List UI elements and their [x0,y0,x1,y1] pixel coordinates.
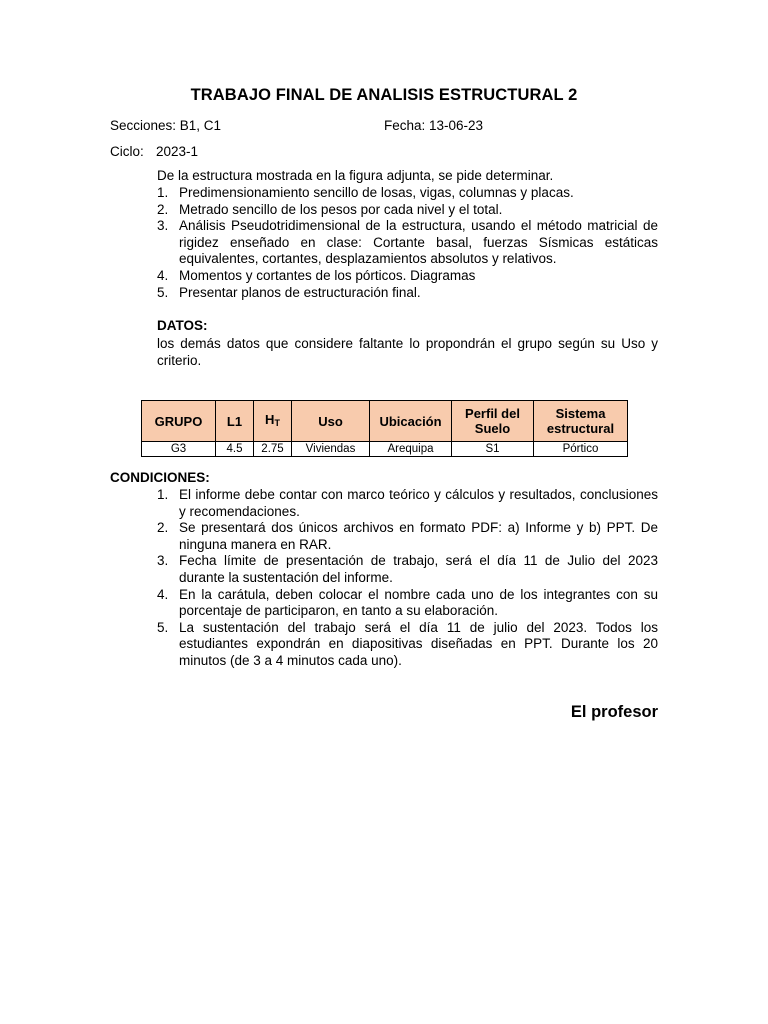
task-item [157,202,658,219]
condiciones-list [157,487,658,670]
signature-text: El profesor [570,703,658,721]
header-l1: L1 [216,401,254,442]
condition-item [157,487,658,520]
intro-text: De la estructura mostrada en la figura adjunta, se pide determinar. [157,168,554,183]
header-uso: Uso [292,401,370,442]
header-grupo: GRUPO [142,401,216,442]
task-number: 3. [157,218,169,234]
header-sistema-line2: estructural [546,421,615,436]
task-text: Metrado sencillo de los pesos por cada nivel y el total. [179,201,503,217]
condition-text: Fecha límite de presentación de trabajo, será el día 11 de Julio del 2023 durante la sustentación del informe. [179,553,658,585]
ciclo-value: 2023-1 [156,144,199,159]
header-ht-main: H [265,411,275,427]
header-ht-sub: T [274,417,280,428]
condition-number: 1. [157,487,169,502]
task-text: Predimensionamiento sencillo de losas, vigas, columnas y placas. [179,185,574,200]
task-item [157,185,658,202]
header-ht [254,401,292,442]
condition-item [157,520,658,553]
condition-number: 3. [157,553,169,569]
header-perfil-line2: Suelo [474,421,511,436]
task-number: 2. [157,201,169,217]
datos-heading: DATOS: [157,318,208,333]
data-table [141,400,628,457]
task-number: 1. [157,185,169,200]
condition-text: Se presentará dos únicos archivos en formato PDF: a) Informe y b) PPT. De ninguna manera en RAR. [179,520,658,552]
ciclo-label: Ciclo: [110,144,144,159]
task-text: Análisis Pseudotridimensional de la estructura, usando el método matricial de rigidez enseñado en clase: Cortante basal, fuerzas Sísmicas estáticas equivalentes, cortantes, desplazamientos absolutos y relativos. [179,218,658,267]
cell-sistema: Pórtico [534,442,628,457]
task-item [157,218,658,268]
fecha-text: Fecha: 13-06-23 [384,118,484,133]
task-list [157,185,658,301]
table-row [142,442,628,457]
header-perfil [452,401,534,442]
table-header-row [142,401,628,442]
condition-number: 2. [157,520,169,536]
condition-text: La sustentación del trabajo será el día 11 de julio del 2023. Todos los estudiantes expondrán en diapositivas diseñadas en PPT. Durante los 20 minutos (de 3 a 4 minutos cada uno). [179,619,658,668]
header-sistema [534,401,628,442]
task-item [157,285,658,302]
task-number: 4. [157,267,169,283]
condition-text: En la carátula, deben colocar el nombre cada uno de los integrantes con su porcentaje de participaron, en tanto a su elaboración. [179,586,658,619]
cell-grupo: G3 [142,442,216,457]
cell-perfil: S1 [452,442,534,457]
datos-text: los demás datos que considere faltante lo propondrán el grupo según su Uso y criterio. [157,336,658,368]
task-number: 5. [157,284,169,300]
cell-ht: 2.75 [254,442,292,457]
cell-l1: 4.5 [216,442,254,457]
condition-number: 5. [157,619,169,635]
condiciones-heading: CONDICIONES: [110,470,210,485]
header-sistema-line1: Sistema [555,406,606,421]
task-item [157,268,658,285]
task-text: Presentar planos de estructuración final. [179,284,421,300]
document-title: TRABAJO FINAL DE ANALISIS ESTRUCTURAL 2 [190,86,578,104]
secciones-text: Secciones: B1, C1 [110,118,222,133]
cell-ubicacion: Arequipa [370,442,452,457]
condition-item [157,620,658,670]
condition-number: 4. [157,586,169,602]
cell-uso: Viviendas [292,442,370,457]
condition-item [157,587,658,620]
task-text: Momentos y cortantes de los pórticos. Diagramas [179,267,476,283]
condition-text: El informe debe contar con marco teórico y cálculos y resultados, conclusiones y recomendaciones. [179,487,658,519]
header-ubicacion: Ubicación [370,401,452,442]
header-perfil-line1: Perfil del [465,406,520,421]
condition-item [157,553,658,586]
